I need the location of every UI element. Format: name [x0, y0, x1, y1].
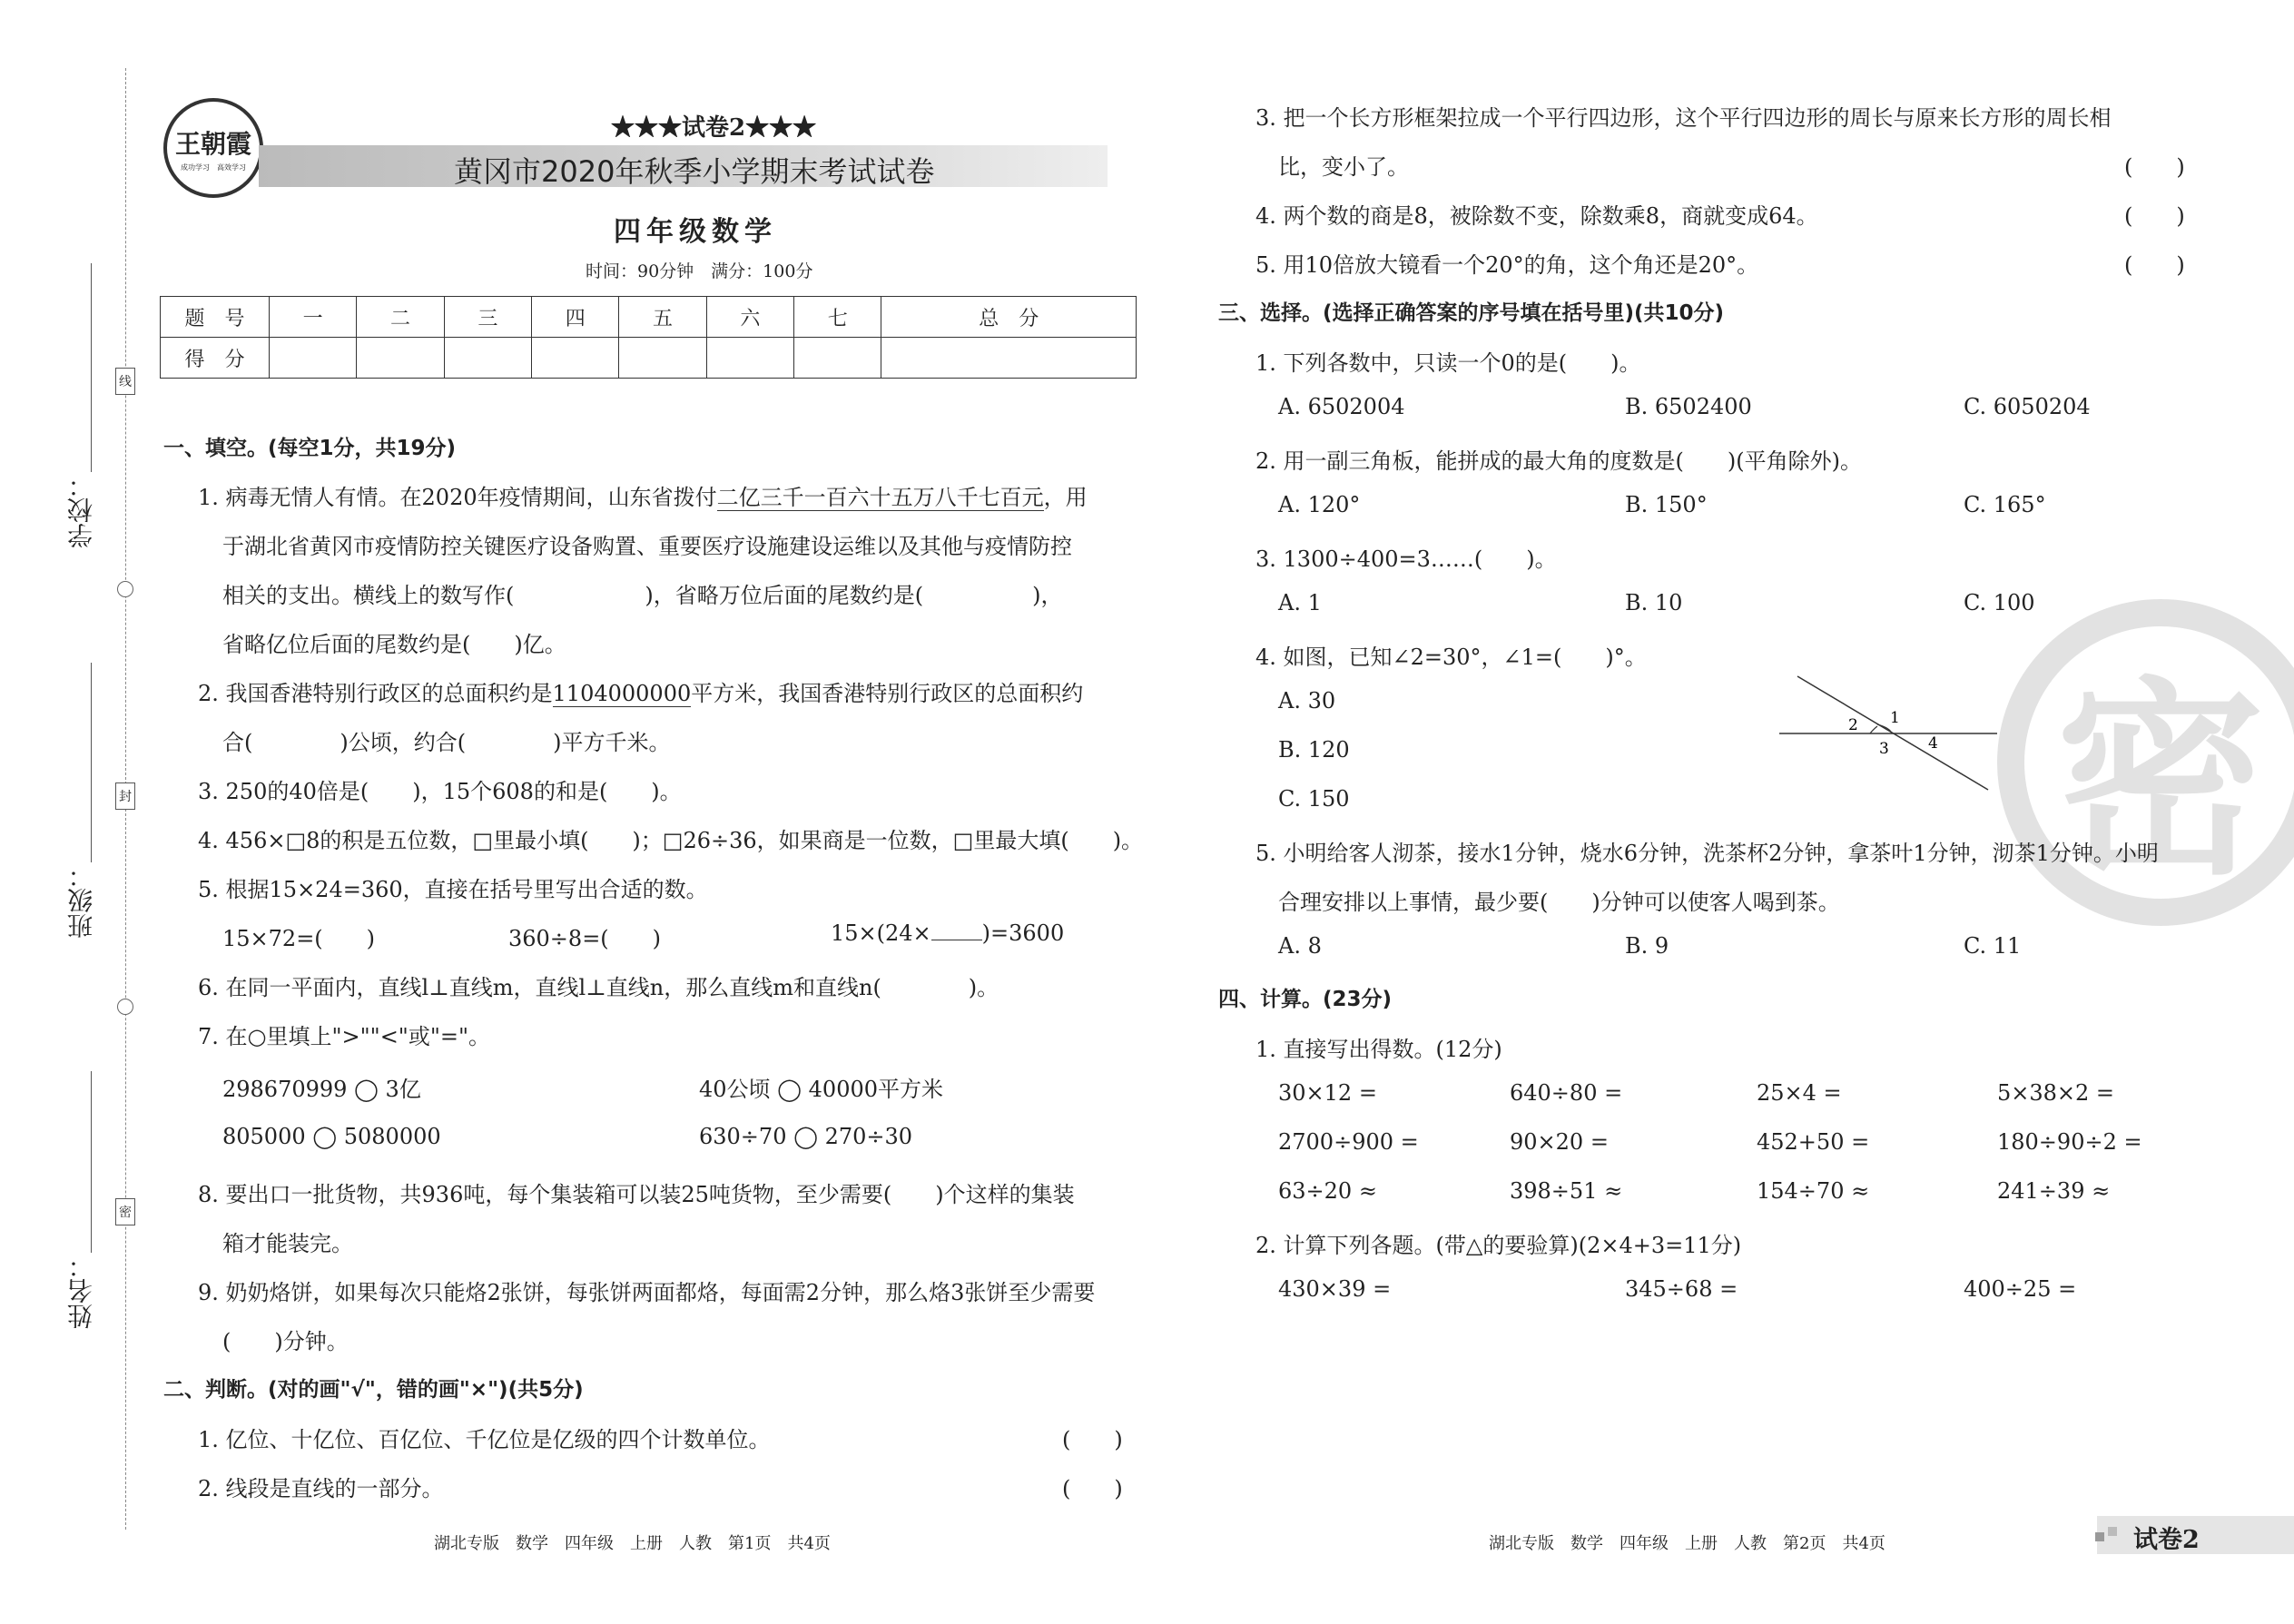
s3-q1: 1. 下列各数中，只读一个0的是( )。 — [1255, 350, 1641, 376]
brand-logo-icon: 王朝霞 成功学习 高效学习 — [163, 98, 263, 198]
s2-q2: 2. 线段是直线的一部分。 — [198, 1476, 444, 1501]
school-write-line[interactable] — [91, 263, 92, 472]
score-input-cell[interactable] — [444, 338, 531, 379]
s2-q4: 4. 两个数的商是8，被除数不变，除数乘8，商就变成64。 — [1255, 203, 1818, 229]
series-label: ★★★试卷2★★★ — [611, 114, 817, 142]
calc-item: 640÷80 = — [1510, 1080, 1623, 1106]
calc-item: 452+50 = — [1757, 1129, 1870, 1155]
s1-q1-line4: 省略亿位后面的尾数约是( )亿。 — [222, 632, 566, 657]
s3-q2: 2. 用一副三角板，能拼成的最大角的度数是( )(平角除外)。 — [1255, 448, 1862, 474]
angle-label-1: 1 — [1890, 709, 1900, 727]
angle-arc-2 — [1870, 726, 1877, 733]
s2-q3-line2: 比，变小了。 — [1278, 154, 1409, 180]
score-header-cell: 三 — [444, 297, 531, 338]
score-header-cell: 二 — [357, 297, 444, 338]
score-header-cell: 七 — [794, 297, 881, 338]
seal-char-secret: 密 — [115, 1198, 135, 1225]
calc-item: 430×39 = — [1278, 1276, 1392, 1302]
section1-title: 一、填空。(每空1分，共19分) — [163, 437, 457, 460]
s2-q2-answer[interactable]: ( ) — [1062, 1476, 1123, 1501]
calc-item: 400÷25 = — [1964, 1276, 2077, 1302]
subject-title: 四年级数学 — [614, 216, 777, 248]
s3-q3-opt-b[interactable]: B. 10 — [1625, 590, 1683, 615]
s1-q2-line1: 2. 我国香港特别行政区的总面积约是1104000000平方米，我国香港特别行政区的总面积约 — [198, 681, 1084, 706]
angle-label-2: 2 — [1848, 716, 1858, 734]
score-header-cell: 题 号 — [161, 297, 270, 338]
s1-q5-c: 15×(24× )=3600 — [831, 920, 1065, 946]
s3-q4-opt-b[interactable]: B. 120 — [1278, 737, 1350, 763]
s1-q7: 7. 在○里填上">""<"或"="。 — [198, 1024, 491, 1049]
angle-label-3: 3 — [1879, 740, 1889, 758]
s3-q4-opt-a[interactable]: A. 30 — [1278, 688, 1336, 714]
school-label: 学校： — [66, 472, 96, 548]
angle-figure — [1770, 672, 2006, 799]
score-table — [160, 296, 1137, 379]
s3-q2-opt-a[interactable]: A. 120° — [1278, 492, 1361, 517]
s1-q1-line2: 于湖北省黄冈市疫情防控关键医疗设备购置、重要医疗设施建设运维以及其他与疫情防控 — [222, 534, 1072, 559]
s2-q1: 1. 亿位、十亿位、百亿位、千亿位是亿级的四个计数单位。 — [198, 1427, 771, 1452]
score-input-cell[interactable] — [357, 338, 444, 379]
score-input-cell[interactable] — [619, 338, 706, 379]
score-input-cell[interactable] — [532, 338, 619, 379]
s1-q1-line3: 相关的支出。横线上的数写作( )，省略万位后面的尾数约是( )， — [222, 583, 1063, 608]
calc-item: 154÷70 ≈ — [1757, 1178, 1870, 1204]
s1-q2-line2: 合( )公顷，约合( )平方千米。 — [222, 730, 671, 755]
s3-q1-opt-b[interactable]: B. 6502400 — [1625, 394, 1752, 419]
s1-q9-line1: 9. 奶奶烙饼，如果每次只能烙2张饼，每张饼两面都烙，每面需2分钟，那么烙3张饼至少需要 — [198, 1280, 1096, 1305]
s3-q4-opt-c[interactable]: C. 150 — [1278, 786, 1350, 812]
seal-char-line: 线 — [115, 368, 135, 395]
s3-q3-opt-c[interactable]: C. 100 — [1964, 590, 2035, 615]
exam-title: 黄冈市2020年秋季小学期末考试试卷 — [454, 154, 935, 189]
score-input-cell[interactable] — [881, 338, 1137, 379]
class-write-line[interactable] — [91, 663, 92, 862]
calc-item: 63÷20 ≈ — [1278, 1178, 1377, 1204]
time-score-info: 时间：90分钟 满分：100分 — [586, 261, 813, 281]
score-input-cell[interactable] — [706, 338, 793, 379]
s3-q5-line1: 5. 小明给客人沏茶，接水1分钟，烧水6分钟，洗茶杯2分钟，拿茶叶1分钟，沏茶1分钟。小明 — [1255, 841, 2159, 866]
s1-q7-c: 805000 ◯ 5080000 — [222, 1124, 441, 1149]
footer-badge: 试卷2 — [2133, 1526, 2200, 1554]
calc-item: 90×20 = — [1510, 1129, 1609, 1155]
score-header-cell: 六 — [706, 297, 793, 338]
secret-watermark-icon: 密 — [1997, 599, 2294, 926]
badge-square-icon — [2095, 1532, 2104, 1541]
s4-q2: 2. 计算下列各题。(带△的要验算)(2×4+3=11分) — [1255, 1233, 1742, 1258]
s2-q5-answer[interactable]: ( ) — [2124, 252, 2185, 278]
score-input-cell[interactable] — [270, 338, 357, 379]
s1-q5-b: 360÷8=( ) — [508, 926, 662, 951]
s1-q5-a: 15×72=( ) — [222, 926, 376, 951]
calc-item: 398÷51 ≈ — [1510, 1178, 1623, 1204]
s1-q1-line1: 1. 病毒无情人有情。在2020年疫情期间，山东省拨付二亿三千一百六十五万八千七百元，用 — [198, 485, 1088, 510]
s1-q6: 6. 在同一平面内，直线l⊥直线m，直线l⊥直线n，那么直线m和直线n( )。 — [198, 975, 999, 1000]
class-label: 班级： — [66, 862, 96, 939]
s3-q2-opt-b[interactable]: B. 150° — [1625, 492, 1708, 517]
s1-q7-a: 298670999 ◯ 3亿 — [222, 1077, 421, 1102]
footer-left: 湖北专版 数学 四年级 上册 人教 第1页 共4页 — [434, 1534, 831, 1553]
binding-hole-icon — [117, 581, 133, 597]
score-input-cell[interactable] — [794, 338, 881, 379]
section2-title: 二、判断。(对的画"√"，错的画"×")(共5分) — [163, 1378, 584, 1402]
s1-q5: 5. 根据15×24=360，直接在括号里写出合适的数。 — [198, 877, 708, 902]
s2-q3-line1: 3. 把一个长方形框架拉成一个平行四边形，这个平行四边形的周长与原来长方形的周长相 — [1255, 105, 2112, 131]
binding-hole-icon — [117, 999, 133, 1015]
s3-q1-opt-a[interactable]: A. 6502004 — [1278, 394, 1405, 419]
s1-q9-line2: ( )分钟。 — [222, 1329, 349, 1354]
section3-title: 三、选择。(选择正确答案的序号填在括号里)(共10分) — [1218, 301, 1725, 325]
s3-q5-opt-b[interactable]: B. 9 — [1625, 933, 1669, 959]
s1-q7-d: 630÷70 ◯ 270÷30 — [699, 1124, 913, 1149]
s3-q3-opt-a[interactable]: A. 1 — [1278, 590, 1322, 615]
s2-q3-answer[interactable]: ( ) — [2124, 154, 2185, 180]
calc-item: 345÷68 = — [1625, 1276, 1738, 1302]
s3-q5-line2: 合理安排以上事情，最少要( )分钟可以使客人喝到茶。 — [1278, 890, 1840, 915]
score-header-cell: 总 分 — [881, 297, 1137, 338]
score-header-cell: 五 — [619, 297, 706, 338]
s3-q3: 3. 1300÷400=3……( )。 — [1255, 546, 1557, 572]
s2-q1-answer[interactable]: ( ) — [1062, 1427, 1123, 1452]
s2-q4-answer[interactable]: ( ) — [2124, 203, 2185, 229]
s1-q4: 4. 456×□8的积是五位数，□里最小填( )；□26÷36，如果商是一位数，□里最大填( )。 — [198, 828, 1144, 853]
calc-item: 30×12 = — [1278, 1080, 1377, 1106]
s3-q5-opt-c[interactable]: C. 11 — [1964, 933, 2022, 959]
answer-blank[interactable] — [931, 922, 982, 940]
footer-right: 湖北专版 数学 四年级 上册 人教 第2页 共4页 — [1489, 1534, 1885, 1553]
s1-q8-line2: 箱才能装完。 — [222, 1231, 353, 1256]
name-write-line[interactable] — [91, 1071, 92, 1253]
calc-item: 2700÷900 = — [1278, 1129, 1419, 1155]
seal-char-seal: 封 — [115, 782, 135, 810]
name-label: 姓名： — [66, 1253, 96, 1329]
score-header-cell: 一 — [270, 297, 357, 338]
s3-q2-opt-c[interactable]: C. 165° — [1964, 492, 2046, 517]
calc-item: 241÷39 ≈ — [1997, 1178, 2111, 1204]
s1-q3: 3. 250的40倍是( )，15个608的和是( )。 — [198, 779, 682, 804]
s4-q1: 1. 直接写出得数。(12分) — [1255, 1037, 1502, 1062]
section4-title: 四、计算。(23分) — [1218, 988, 1393, 1011]
s3-q4: 4. 如图，已知∠2=30°，∠1=( )°。 — [1255, 645, 1647, 670]
score-header-cell: 四 — [532, 297, 619, 338]
calc-item: 5×38×2 = — [1997, 1080, 2115, 1106]
s3-q1-opt-c[interactable]: C. 6050204 — [1964, 394, 2091, 419]
calc-item: 25×4 = — [1757, 1080, 1842, 1106]
calc-item: 180÷90÷2 = — [1997, 1129, 2142, 1155]
s2-q5: 5. 用10倍放大镜看一个20°的角，这个角还是20°。 — [1255, 252, 1759, 278]
s1-q7-b: 40公顷 ◯ 40000平方米 — [699, 1077, 944, 1102]
angle-label-4: 4 — [1928, 734, 1938, 753]
s3-q5-opt-a[interactable]: A. 8 — [1278, 933, 1322, 959]
score-row-label: 得 分 — [161, 338, 270, 379]
s1-q8-line1: 8. 要出口一批货物，共936吨，每个集装箱可以装25吨货物，至少需要( )个这样的集装 — [198, 1182, 1075, 1207]
badge-square-icon — [2108, 1527, 2117, 1536]
